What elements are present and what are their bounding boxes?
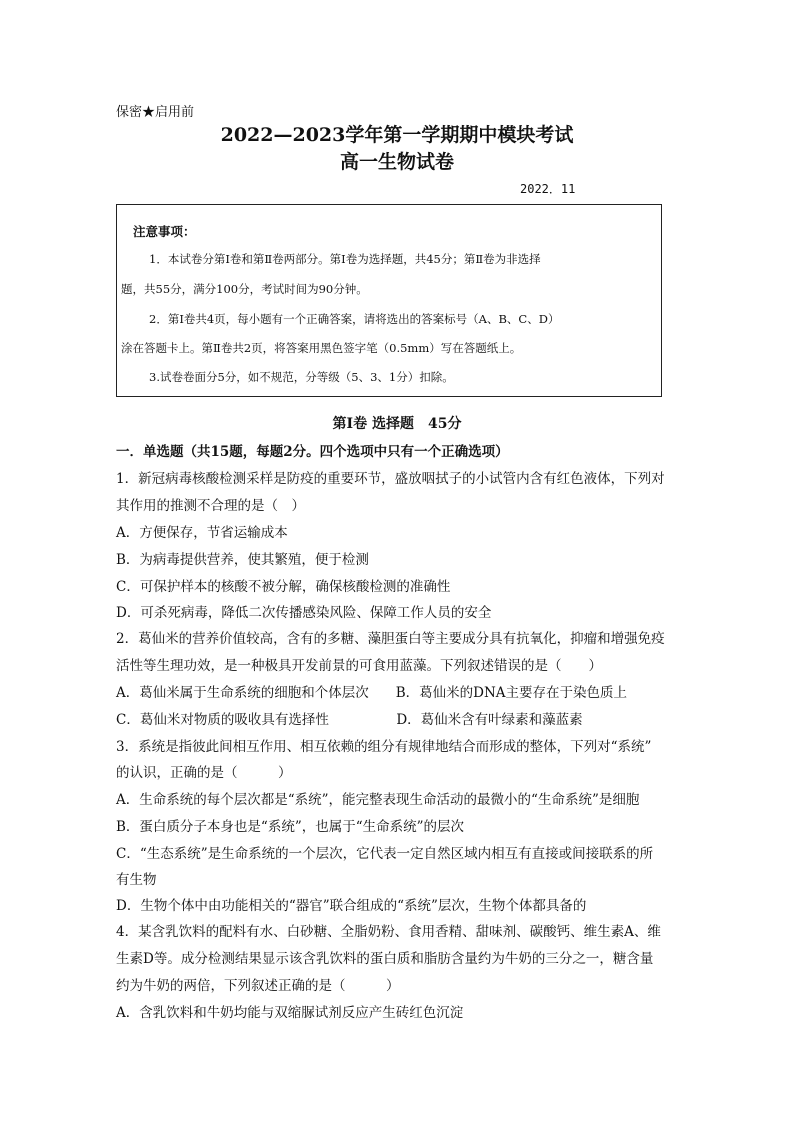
notice-line: 题，共55分，满分100分，考试时间为90分钟。 bbox=[121, 282, 368, 296]
exam-title: 2022—2023学年第一学期期中模块考试 bbox=[220, 124, 574, 146]
question-line: 约为牛奶的两倍，下列叙述正确的是（ ） bbox=[116, 978, 400, 994]
part-title: 一．单选题（共15题，每题2分。四个选项中只有一个正确选项） bbox=[116, 444, 509, 460]
question-line: 2．葛仙米的营养价值较高，含有的多糖、藻胆蛋白等主要成分具有抗氧化，抑瘤和增强免疫 bbox=[116, 631, 665, 647]
question-line: 生素D等。成分检测结果显示该含乳饮料的蛋白质和脂肪含量约为牛奶的三分之一，糖含量 bbox=[116, 951, 654, 967]
question-line: 的认识，正确的是（ ） bbox=[116, 765, 292, 781]
confidential-mark: 保密★启用前 bbox=[116, 105, 195, 120]
question-line: A．含乳饮料和牛奶均能与双缩脲试剂反应产生砖红色沉淀 bbox=[116, 1005, 464, 1021]
question-line: 3．系统是指彼此间相互作用、相互依赖的组分有规律地结合而形成的整体，下列对“系统” bbox=[116, 739, 652, 755]
question-line: 其作用的推测不合理的是（ ） bbox=[116, 498, 305, 514]
question-line: B．蛋白质分子本身也是“系统”，也属于“生命系统”的层次 bbox=[116, 819, 465, 835]
notice-line: 涂在答题卡上。第Ⅱ卷共2页，将答案用黑色签字笔（0.5mm）写在答题纸上。 bbox=[121, 341, 522, 355]
notice-line: 1．本试卷分第Ⅰ卷和第Ⅱ卷两部分。第Ⅰ卷为选择题，共45分；第Ⅱ卷为非选择 bbox=[149, 252, 541, 266]
exam-date: 2022．11 bbox=[520, 182, 576, 196]
question-line: A．生命系统的每个层次都是“系统”，能完整表现生命活动的最微小的“生命系统”是细胞 bbox=[116, 792, 640, 808]
question-line: C．“生态系统”是生命系统的一个层次，它代表一定自然区域内相互有直接或间接联系的所 bbox=[116, 846, 654, 862]
notice-line: 3.试卷卷面分5分，如不规范，分等级（5、3、1分）扣除。 bbox=[149, 370, 454, 384]
notice-line: 2．第Ⅰ卷共4页，每小题有一个正确答案，请将选出的答案标号（A、B、C、D） bbox=[149, 312, 560, 326]
exam-subtitle: 高一生物试卷 bbox=[339, 151, 454, 173]
question-line: 4．某含乳饮料的配料有水、白砂糖、全脂奶粉、食用香精、甜味剂、碳酸钙、维生素A、维 bbox=[116, 924, 661, 940]
question-line: 有生物 bbox=[116, 872, 157, 888]
question-line: C．可保护样本的核酸不被分解，确保核酸检测的准确性 bbox=[116, 579, 451, 595]
question-line: C．葛仙米对物质的吸收具有选择性 D．葛仙米含有叶绿素和藻蓝素 bbox=[116, 712, 583, 728]
question-line: D．生物个体中由功能相关的“器官”联合组成的“系统”层次，生物个体都具备的 bbox=[116, 898, 587, 914]
question-line: A．葛仙米属于生命系统的细胞和个体层次 B．葛仙米的DNA主要存在于染色质上 bbox=[116, 685, 628, 701]
question-line: A．方便保存，节省运输成本 bbox=[116, 525, 288, 541]
question-line: B．为病毒提供营养，使其繁殖，便于检测 bbox=[116, 552, 369, 568]
section-title: 第Ⅰ卷 选择题 45分 bbox=[332, 416, 462, 432]
notice-box bbox=[116, 204, 662, 397]
question-line: 1．新冠病毒核酸检测采样是防疫的重要环节，盛放咽拭子的小试管内含有红色液体，下列对 bbox=[116, 471, 665, 487]
notice-heading: 注意事项： bbox=[133, 224, 196, 239]
question-line: D．可杀死病毒，降低二次传播感染风险、保障工作人员的安全 bbox=[116, 605, 492, 621]
question-line: 活性等生理功效，是一种极具开发前景的可食用蓝藻。下列叙述错误的是（ ） bbox=[116, 658, 602, 674]
